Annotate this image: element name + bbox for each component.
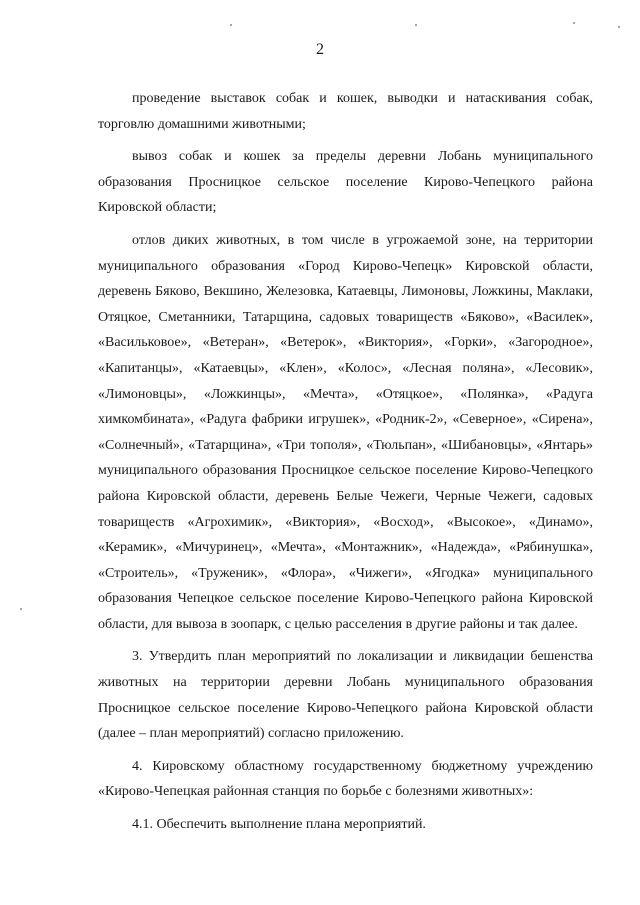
paragraph-item-4-1: 4.1. Обеспечить выполнение плана мероприятий. [132, 817, 426, 833]
scan-speck [618, 26, 620, 28]
paragraph-item-3: 3. Утвердить план мероприятий по локализации и ликвидации бешенства животных на территории деревни Лобань муниципального образования Просницкое сельское поселение Кирово-Чепецкого района Кировской области (далее – план мероприятий) согласно приложению. [98, 649, 593, 742]
document-body [98, 86, 593, 845]
paragraph-export-pets: вывоз собак и кошек за пределы деревни Лобань муниципального образования Просницкое сельское поселение Кирово-Чепецкого района Кировской области; [98, 149, 593, 216]
scan-speck [415, 24, 417, 26]
scan-speck [230, 24, 232, 26]
scan-speck [20, 608, 22, 610]
paragraph-item-4: 4. Кировскому областному государственному бюджетному учреждению «Кирово-Чепецкая районная станция по борьбе с болезнями животных»: [98, 758, 593, 800]
page-number: 2 [316, 41, 324, 58]
scan-speck [573, 22, 575, 24]
paragraph-exhibitions: проведение выставок собак и кошек, выводки и натаскивания собак, торговлю домашними животными; [98, 91, 593, 132]
paragraph-wild-animals: отлов диких животных, в том числе в угрожаемой зоне, на территории муниципального образования «Город Кирово-Чепецк» Кировской области, деревень Бяково, Векшино, Железовка, Катаевцы, Лимоновы, Ложкины, Маклаки, Отяцкое, Сметанники, Татарщина, садовых товариществ «Бяково», «Василек», «Васильковое», «Ветеран», «Ветерок», «Виктория», «Горки», «Загородное», «Капитанцы», «Катаевцы», «Клен», «Колос», «Лесная поляна», «Лесовик», «Лимоновцы», «Ложкинцы», «Мечта», «Отяцкое», «Полянка», «Радуга химкомбината», «Радуга фабрики игрушек», «Родник-2», «Северное», «Сирена», «Солнечный», «Татарщина», «Три тополя», «Тюльпан», «Шибановцы», «Янтарь» муниципального образования Просницкое сельское поселение Кирово-Чепецкого района Кировской области, деревень Белые Чежеги, Черные Чежеги, садовых товариществ «Агрохимик», «Виктория», «Восход», «Высокое», «Динамо», «Керамик», «Мичуринец», «Мечта», «Монтажник», «Надежда», «Рябинушка», «Строитель», «Труженик», «Флора», «Чижеги», «Ягодка» муниципального образования Чепецкое сельское поселение Кирово-Чепецкого района Кировской области, для вывоза в зоопарк, с целью расселения в другие районы и так далее. [98, 232, 593, 632]
